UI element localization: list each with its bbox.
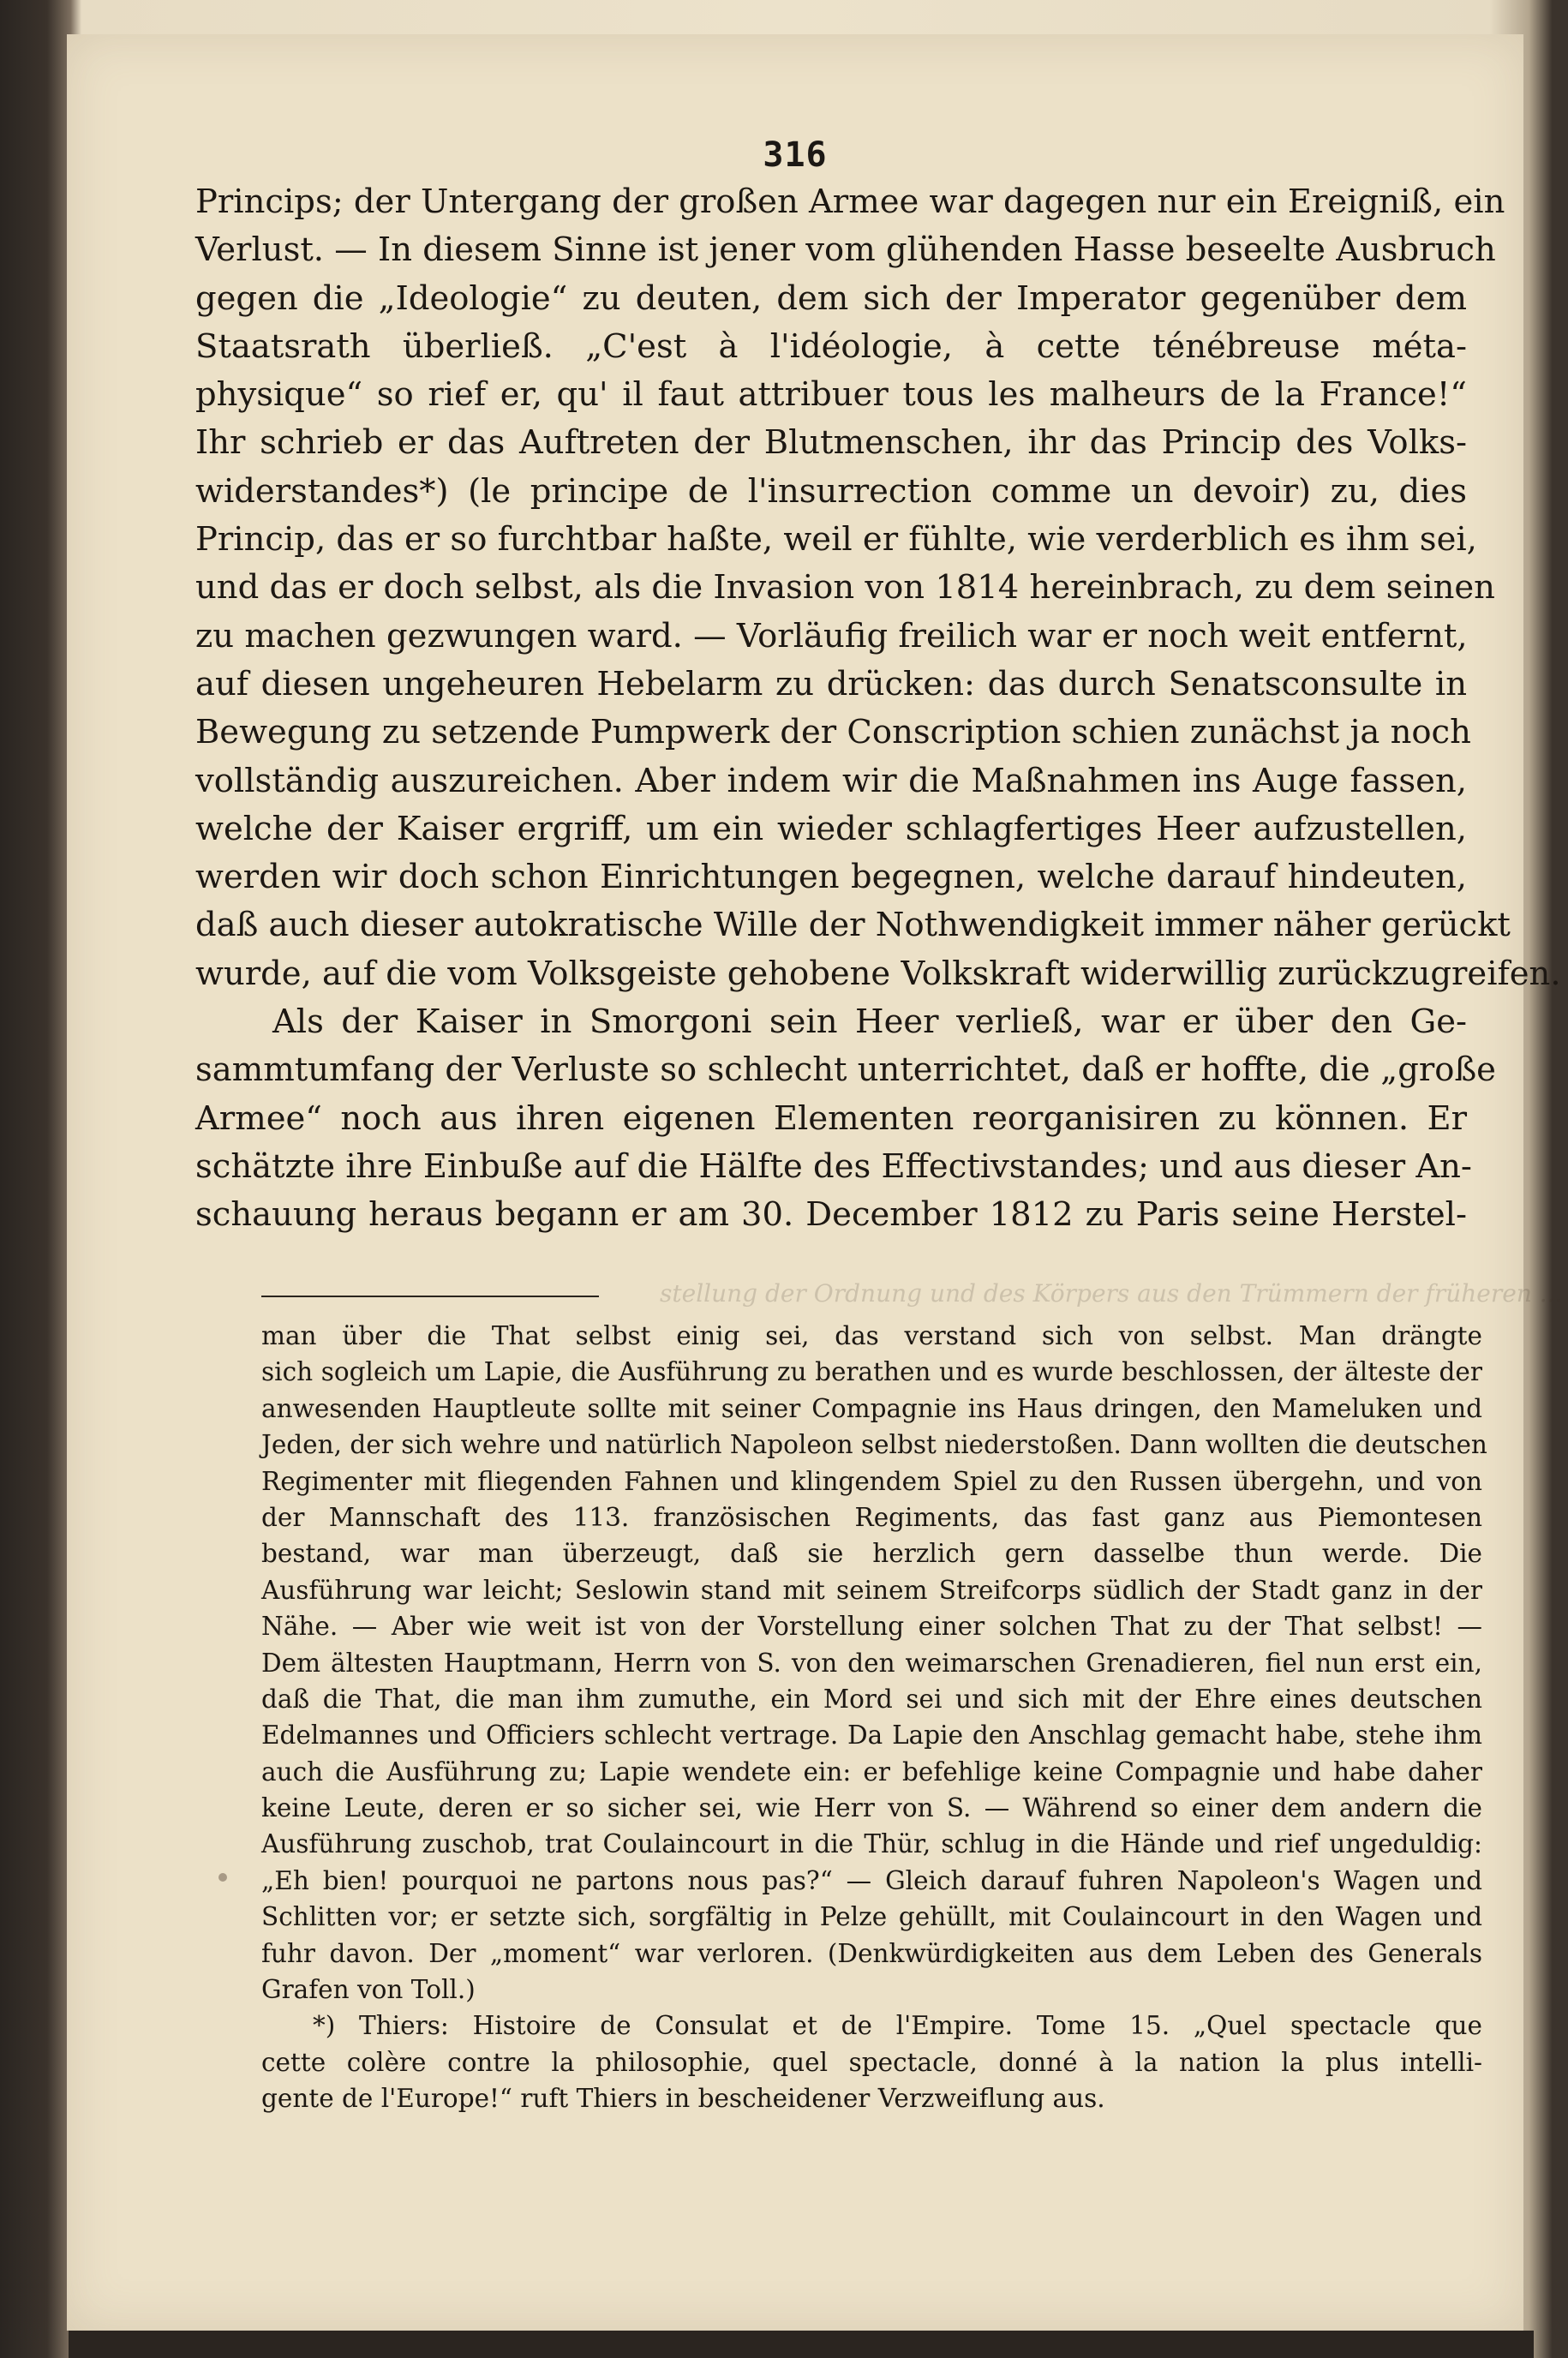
body-line: sammtumfang der Verluste so schlecht unterrichtet, daß er hoffte, die „große bbox=[195, 1050, 1496, 1090]
body-line: Verlust. — In diesem Sinne ist jener vom glühenden Hasse beseelte Ausbruch bbox=[195, 230, 1496, 270]
page-edge bbox=[69, 2331, 1534, 2358]
body-line: Princips; der Untergang der großen Armee war dagegen nur ein Ereigniß, ein bbox=[195, 183, 1505, 221]
footnotes bbox=[261, 1318, 1487, 2117]
body-line: Armee“ noch aus ihren eigenen Elementen reorganisiren zu können. Er bbox=[195, 1098, 1467, 1138]
body-line: Als der Kaiser in Smorgoni sein Heer verließ, war er über den Ge- bbox=[272, 1002, 1467, 1042]
body-line: auf diesen ungeheuren Hebelarm zu drücken: das durch Senatsconsulte in bbox=[195, 664, 1467, 703]
footnote-line: fuhr davon. Der „moment“ war verloren. (Denkwürdigkeiten aus dem Leben des Generals bbox=[261, 1938, 1482, 1968]
body-line: vollständig auszureichen. Aber indem wir die Maßnahmen ins Auge fassen, bbox=[195, 761, 1467, 800]
body-line: physique“ so rief er, qu' il faut attribuer tous les malheurs de la France!“ bbox=[195, 375, 1467, 415]
body-line: gegen die „Ideologie“ zu deuten, dem sich der Imperator gegenüber dem bbox=[195, 278, 1467, 318]
footnote-line: cette colère contre la philosophie, quel spectacle, donné à la nation la plus intelli- bbox=[261, 2047, 1482, 2077]
footnote-line: sich sogleich um Lapie, die Ausführung zu berathen und es wurde beschlossen, der älteste der bbox=[261, 1357, 1482, 1387]
body-line: Ihr schrieb er das Auftreten der Blutmenschen, ihr das Princip des Volks- bbox=[195, 423, 1467, 463]
footnote-line: Jeden, der sich wehre und natürlich Napoleon selbst niederstoßen. Dann wollten die deutschen bbox=[261, 1430, 1487, 1460]
body-line: schauung heraus begann er am 30. December 1812 zu Paris seine Herstel- bbox=[195, 1195, 1467, 1235]
paper-speck bbox=[218, 1873, 227, 1882]
footnote-line: daß die That, die man ihm zumuthe, ein Mord sei und sich mit der Ehre eines deutschen bbox=[261, 1684, 1482, 1714]
footnote-line: anwesenden Hauptleute sollte mit seiner Compagnie ins Haus dringen, den Mameluken und bbox=[261, 1393, 1482, 1423]
footnote-line: Ausführung zuschob, trat Coulaincourt in die Thür, schlug in die Hände und rief ungeduldig: bbox=[261, 1829, 1482, 1859]
body-line: daß auch dieser autokratische Wille der Nothwendigkeit immer näher gerückt bbox=[195, 906, 1511, 945]
footnote-line: Nähe. — Aber wie weit ist von der Vorstellung einer solchen That zu der That selbst! — bbox=[261, 1612, 1482, 1642]
footnote-line: Ausführung war leicht; Seslowin stand mit seinem Streifcorps südlich der Stadt ganz in der bbox=[261, 1575, 1482, 1605]
body-line: Princip, das er so furchtbar haßte, weil er fühlte, wie verderblich es ihm sei, bbox=[195, 520, 1477, 560]
footnote-line: Grafen von Toll.) bbox=[261, 1975, 476, 2005]
footnote-line: der Mannschaft des 113. französischen Regiments, das fast ganz aus Piemontesen bbox=[261, 1502, 1482, 1532]
body-line: zu machen gezwungen ward. — Vorläufig freilich war er noch weit entfernt, bbox=[195, 616, 1468, 655]
body-line: Staatsrath überließ. „C'est à l'idéologie, à cette ténébreuse méta- bbox=[195, 326, 1467, 366]
footnote-line: gente de l'Europe!“ ruft Thiers in bescheidener Verzweiflung aus. bbox=[261, 2084, 1105, 2114]
body-line: werden wir doch schon Einrichtungen begegnen, welche darauf hindeuten, bbox=[195, 858, 1467, 897]
body-line: wurde, auf die vom Volksgeiste gehobene Volkskraft widerwillig zurückzugreifen. bbox=[195, 954, 1561, 993]
footnote-line: man über die That selbst einig sei, das verstand sich von selbst. Man drängte bbox=[261, 1321, 1482, 1350]
footnote-line: „Eh bien! pourquoi ne partons nous pas?“ — Gleich darauf fuhren Napoleon's Wagen und bbox=[261, 1865, 1482, 1895]
body-line: und das er doch selbst, als die Invasion von 1814 hereinbrach, zu dem seinen bbox=[195, 568, 1495, 607]
footnote-line: Edelmannes und Officiers schlecht vertrage. Da Lapie den Anschlag gemacht habe, stehe ihm bbox=[261, 1721, 1482, 1751]
footnote-rule bbox=[261, 1296, 599, 1297]
footnote-line: auch die Ausführung zu; Lapie wendete ein: er befehlige keine Compagnie und habe daher bbox=[261, 1757, 1482, 1786]
body-line: welche der Kaiser ergriff, um ein wieder schlagfertiges Heer aufzustellen, bbox=[195, 809, 1467, 848]
body-text bbox=[195, 178, 1561, 1240]
body-line: schätzte ihre Einbuße auf die Hälfte des Effectivstandes; und aus dieser An- bbox=[195, 1146, 1472, 1186]
body-line: widerstandes*) (le principe de l'insurrection comme un devoir) zu, dies bbox=[195, 471, 1467, 511]
page-number: 316 bbox=[763, 135, 828, 175]
footnote-line: Regimenter mit fliegenden Fahnen und klingendem Spiel zu den Russen übergehn, und von bbox=[261, 1466, 1482, 1496]
footnote-line: Dem ältesten Hauptmann, Herrn von S. von den weimarschen Grenadieren, fiel nun erst ein, bbox=[261, 1648, 1482, 1678]
footnote-line: keine Leute, deren er so sicher sei, wie Herr von S. — Während so einer dem andern die bbox=[261, 1793, 1482, 1823]
body-line: Bewegung zu setzende Pumpwerk der Conscription schien zunächst ja noch bbox=[195, 713, 1471, 752]
footnote-line: *) Thiers: Histoire de Consulat et de l'Empire. Tome 15. „Quel spectacle que bbox=[313, 2011, 1482, 2041]
footnote-line: bestand, war man überzeugt, daß sie herzlich gern dasselbe thun werde. Die bbox=[261, 1539, 1482, 1569]
footnote-line: Schlitten vor; er setzte sich, sorgfältig in Pelze gehüllt, mit Coulaincourt in den Wagen und bbox=[261, 1902, 1482, 1932]
bleed-through-text: stellung der Ordnung und des Körpers aus den Trümmern der früheren ... bbox=[660, 1279, 1563, 1308]
